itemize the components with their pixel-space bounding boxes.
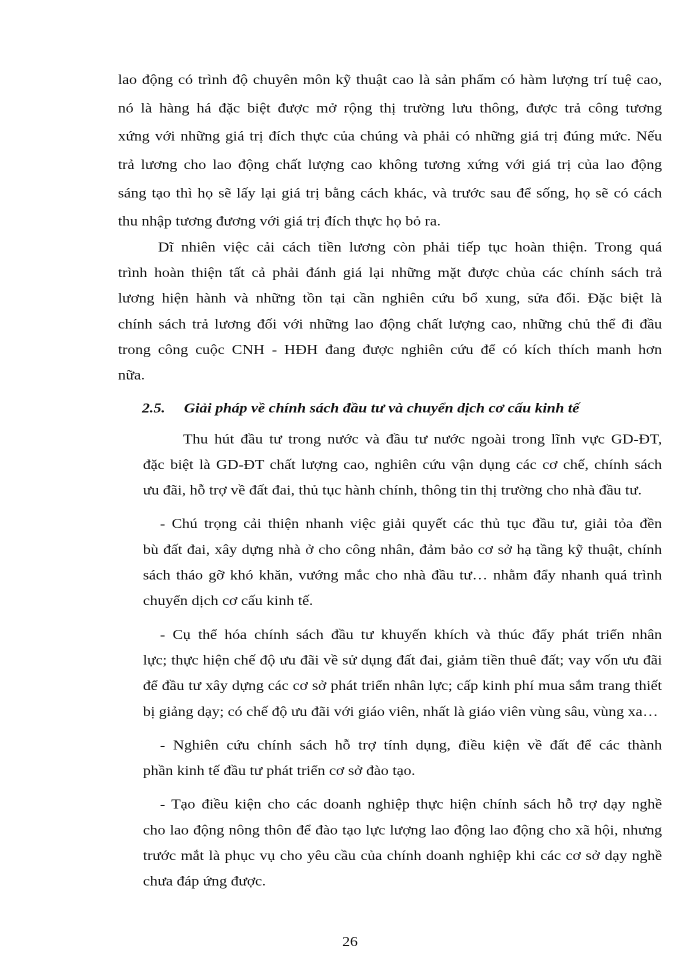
paragraph-line: đặc biệt là GD-ĐT chất lượng cao, nghiên cứu vận dụng các cơ chế, chính sách — [143, 457, 662, 473]
bullet-line: - Cụ thể hóa chính sách đầu tư khuyến khích và thúc đẩy phát triển nhân — [160, 627, 662, 643]
bullet-line: sách tháo gỡ khó khăn, vướng mắc cho nhà đầu tư… nhằm đẩy nhanh quá trình — [143, 568, 662, 584]
bullet-line: để đầu tư xây dựng các cơ sở phát triển nhân lực; cấp kinh phí mua sắm trang thiết — [143, 678, 662, 694]
bullet-line: chưa đáp ứng được. — [143, 874, 266, 890]
bullet-line: phần kinh tế đầu tư phát triển cơ sở đào tạo. — [143, 763, 416, 779]
bullet-line: - Nghiên cứu chính sách hỗ trợ tính dụng, điều kiện về đất để các thành — [160, 737, 662, 753]
paragraph-line: sáng tạo thì họ sẽ lấy lại giá trị bằng cách khác, và trước sau để sống, họ sẽ có cách — [118, 185, 662, 201]
paragraph-line: Thu hút đầu tư trong nước và đầu tư nước ngoài trong lĩnh vực GD-ĐT, — [183, 431, 662, 447]
bullet-line: bị giảng dạy; có chế độ ưu đãi với giáo viên, nhất là giáo viên vùng sâu, vùng xa… — [143, 704, 659, 720]
paragraph-line: ưu đãi, hỗ trợ về đất đai, thủ tục hành chính, thông tin thị trường cho nhà đầu tư. — [143, 483, 642, 499]
paragraph-line: lương hiện hành và những tồn tại cần nghiên cứu bổ xung, sửa đổi. Đặc biệt là — [118, 291, 662, 307]
section-number: 2.5. — [142, 400, 166, 416]
page-number: 26 — [342, 934, 358, 950]
bullet-line: bù đất đai, xây dựng nhà ở cho công nhân, đảm bảo cơ sở hạ tầng kỹ thuật, chính — [143, 542, 662, 558]
bullet-line: chuyển dịch cơ cấu kinh tế. — [143, 593, 314, 609]
paragraph-line: trong công cuộc CNH - HĐH đang được nghiên cứu để có kích thích manh hơn — [118, 342, 662, 358]
bullet-line: lực; thực hiện chế độ ưu đãi về sử dụng đất đai, giảm tiền thuê đất; vay vốn ưu đãi — [143, 652, 662, 669]
paragraph-line: lao động có trình độ chuyên môn kỹ thuật cao là sản phẩm có hàm lượng trí tuệ cao, — [118, 72, 662, 88]
section-title: Giải pháp về chính sách đầu tư và chuyển dịch cơ cấu kinh tế — [184, 400, 580, 416]
paragraph-line: nữa. — [118, 368, 145, 384]
paragraph-line: xứng với những giá trị đích thực của chúng và phải có những giá trị đúng mức. Nếu — [118, 129, 662, 145]
paragraph-line: thu nhập tương đương với giá trị đích thực họ bỏ ra. — [118, 214, 441, 230]
paragraph-line: trả lương cho lao động chất lượng cao không tương xứng với giá trị của lao động — [118, 157, 662, 173]
bullet-line: - Tạo điều kiện cho các doanh nghiệp thực hiện chính sách hỗ trợ dạy nghề — [160, 797, 662, 813]
bullet-line: trước mắt là phục vụ cho yêu cầu của chính doanh nghiệp khi các cơ sở dạy nghề — [143, 848, 662, 864]
paragraph-line: Dĩ nhiên việc cải cách tiền lương còn phải tiếp tục hoàn thiện. Trong quá — [158, 239, 662, 255]
paragraph-line: trình hoàn thiện tất cả phải đánh giá lại những mặt được chủa các chính sách trả — [118, 265, 662, 281]
bullet-line: - Chú trọng cải thiện nhanh việc giải quyết các thủ tục đầu tư, giải tỏa đền — [160, 516, 662, 532]
paragraph-line: nó là hàng há đặc biệt được mở rộng thị trường lưu thông, được trả công tương — [118, 100, 662, 116]
bullet-line: cho lao động nông thôn để đào tạo lực lượng lao động lao động cho xã hội, nhưng — [143, 822, 662, 838]
paragraph-line: chính sách trả lương đối với những lao động chất lượng cao, những chủ thể đi đầu — [118, 316, 662, 332]
